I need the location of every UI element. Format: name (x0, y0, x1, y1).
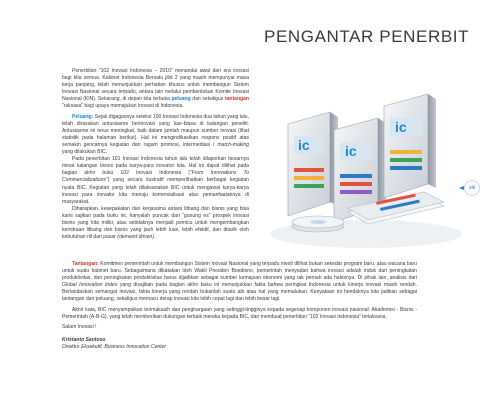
paragraph-closing: Akhir kata, BIC menyampaikan terimakasih dan penghargaan yang setinggi-tingginya kepada segenap komponen inovasi nasional: Akademisi - Bisnis - Pemerintah (A-B-G), yang telah memberikan dukungan terbaik mereka kepada BIC, dan membuat penerbitan “102 Inovasi Indonesia” terlaksana. (62, 306, 417, 320)
harapan-text: Diharapkan, kesepakatan dan kerjasama antara litbang dan bisnis yang bisa kami sajikan pada buku ini, hanyalah puncak dari “gunung es” prospek inovasi bisnis yang kita miliki; atau setidaknya menjadi pemicu untuk mengembangkan kemitraan litbang dan bisnis yang jauh lebih luas, lebih efektif, dan ditarik oleh kebutuhan riil dari pasar (62, 205, 249, 241)
signature-name: Kristanto Santoso (62, 336, 106, 343)
salam-line: Salam Inovasi ! (62, 323, 97, 330)
left-text-column (62, 68, 249, 241)
signature-role: Direktur Eksekutif, Business Innovation Center (62, 343, 167, 350)
book-box-1 (288, 112, 338, 216)
intro-peluang: peluang (171, 96, 191, 103)
penerbitan-italic: From Innovations To Commercializations (62, 170, 249, 184)
penerbitan-text-b: ”) yang secara ilustratif memperlihatkan berbagai kegiatan nyata BIC. Kegiatan yang telah dilaksanakan BIC untuk mengawal karya-karya inovasi para inovator kita menuju komersialisasi atau pemanfaatannya di masyarakat. (62, 177, 249, 205)
peluang-text: Sejak digagasnya seleksi 100 Inovasi Indonesia dua tahun yang lalu, telah dirasakan antusiasme berinovasi yang luar-biasa di kalangan peneliti. Antusiasme ini terus meningkat, baik dalam jumlah maupun sumber inovasi (lihat statistik pada halaman berikut). Hal ini mengindikasikan respons positif atas semakin gencarnya kegiatan dan ragam promosi, intermediasi / (62, 113, 249, 148)
peluang-end: yang dilakukan BIC. (62, 149, 107, 156)
intro-mid: dan sekaligus (192, 96, 224, 103)
tantangan-text-b: yang disajikan pada bagian akhir buku ini menunjukkan fakta bahwa peringkat Indonesia untuk kinerja inovasi masih rendah. Berlandaskan semangat inovasi, fakta kinerja yang rendah bukanlah suatu aib atau hal yang memalukan. Kenyataan ini hendaknya kita jadikan sebagai tantangan dan peluang, sekaligus memacu derap inovasi kita lebih cepat lagi dan lebih besar lagi. (62, 282, 417, 303)
paragraph-harapan (62, 206, 249, 241)
penerbitan-text-a: Pada penerbitan 101 Inovasi Indonesia tahun lalu telah dilaporkan besarnya minat kalangan bisnis pada karya-para inovator kita. Hal ini dapat dilihat pada bagian akhir buku 102 Inovasi Indonesia (“ (62, 156, 249, 177)
paragraph-intro (62, 68, 249, 111)
box-label-1: ic (298, 137, 310, 153)
paragraph-tantangan (62, 261, 417, 304)
box-label-3: ic (395, 119, 407, 135)
intro-end: “raksasa” bagi upaya memajukan inovasi di Indonesia. (62, 103, 184, 110)
intro-tantangan: tantangan (224, 96, 250, 103)
book-box-3 (384, 94, 436, 198)
page-number-badge: xiii (464, 180, 480, 196)
intro-text: Penerbitan “102 Inovasi Indonesia – 2010” menandai awal dari era inovasi bagi kita semua. Kabinet Indonesia Bersatu jilid 2 yang masih mempunyai masa kerja panjang, telah menunjukkan perhatian khusus untuk membangun Sistem Inovasi Nasional secara terpadu, antara lain melalui pembentukan Komite Inovasi Nasional (KIN). Sekarang, di depan kita terbuka (62, 68, 249, 103)
harapan-italic: (demand driven). (117, 234, 156, 241)
box-label-2: ic (345, 143, 357, 159)
paragraph-peluang (62, 114, 249, 157)
page-title: PENGANTAR PENERBIT (264, 27, 470, 46)
bottom-text-block (62, 261, 417, 351)
tantangan-label: Tantangan: (72, 261, 99, 267)
tantangan-italic: Global Innovation Index (62, 282, 118, 289)
tantangan-text-a: Komitmen pemerintah untuk membangun Sistem Inovasi Nasional yang terpadu mesti dilihat bukan sekedar program baru, atau wacana baru untuk suatu kabinet baru. Sebagaimana dikatakan oleh Wakil Presiden Boediono, pemerintah menyadari bahwa inovasi adalah induk dari peningkatan produktivitas, dan peningkatan produktivitas harus dijadikan sebagai sumber kemajuan ekonomi yang tak pernah ada habisnya. Di pihak lain, analisis dari (62, 261, 417, 282)
peluang-italic: match-making (217, 141, 250, 148)
book-boxes-illustration (268, 84, 464, 256)
peluang-label: Peluang: (72, 113, 94, 120)
paragraph-penerbitan (62, 156, 249, 206)
disc-stack (292, 216, 344, 232)
